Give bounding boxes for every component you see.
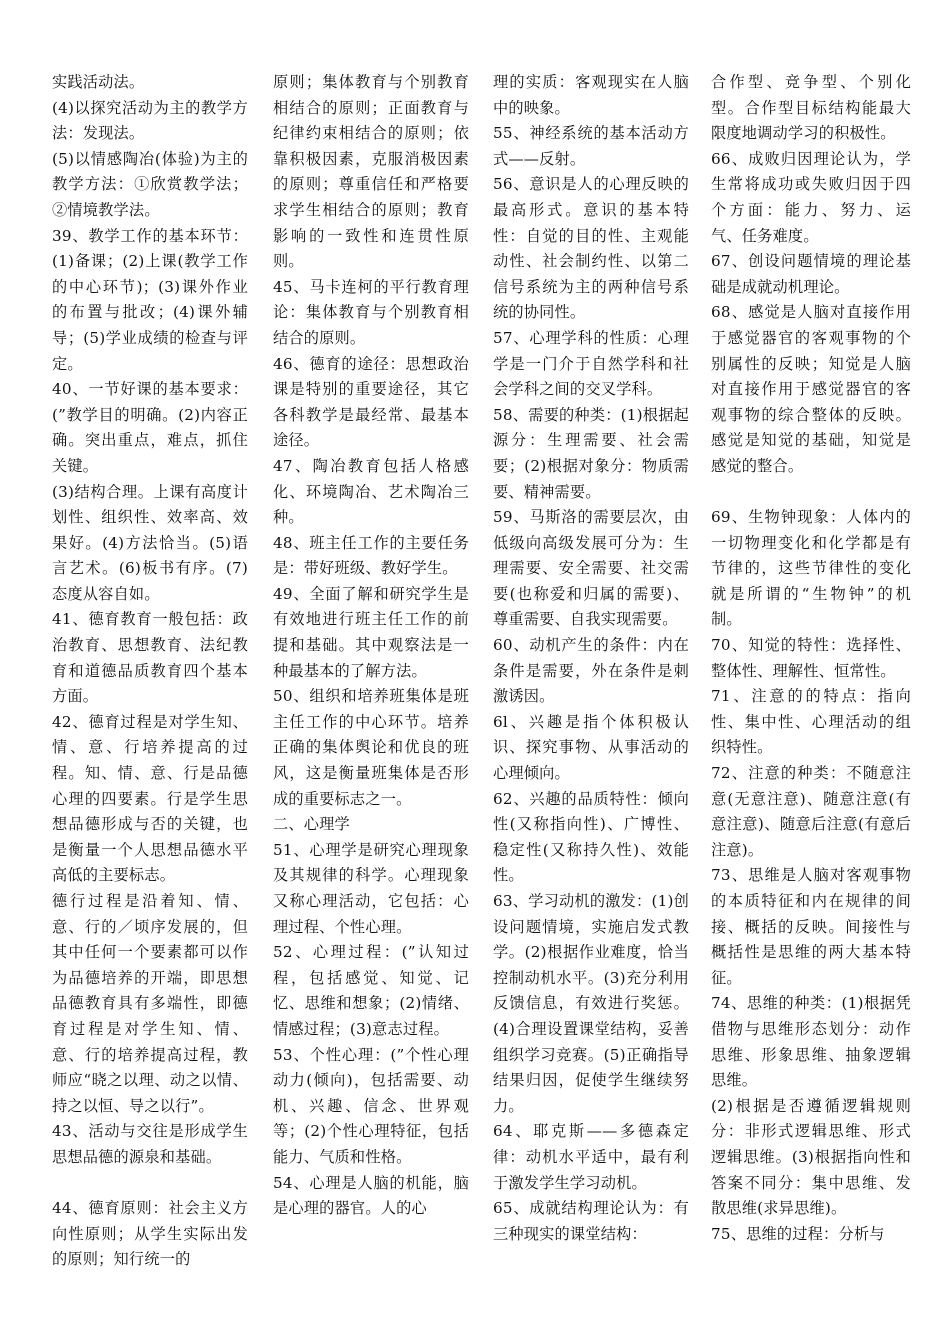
paragraph: 6l、兴趣是指个体积极认识、探究事物、从事活动的心理倾向。 xyxy=(493,712,689,783)
paragraph: 73、思维是人脑对客观事物的本质特征和内在规律的间接、概括的反映。间接性与概括性是思维的两大基本特征。 xyxy=(711,866,911,987)
paragraph: 德行过程是沿着知、情、意、行的／顷序发展的，但其中任何一个要素都可以作为品德培养的开端，即思想品德教育具有多端性，即德育过程是对学生知、情、意、行的培养提高过程，教师应“晓之以理、动之以情、持之以恒、导之以行”。 xyxy=(52,892,248,1115)
paragraph: 55、神经系统的基本活动方式——反射。 xyxy=(493,124,689,168)
blank-line xyxy=(52,1171,248,1197)
paragraph: 实践活动法。 xyxy=(52,73,145,91)
paragraph: 70、知觉的特性：选择性、整体性、理解性、恒常性。 xyxy=(711,636,911,680)
paragraph: 42、德育过程是对学生知、情、意、行培养提高的过程。知、情、意、行是品德心理的四要素。行是学生思想品德形成与否的关键，也是衡量一个人思想品德水平高低的主要标志。 xyxy=(52,712,248,885)
text-column-1 xyxy=(52,70,248,1273)
paragraph: 理的实质：客观现实在人脑中的映象。 xyxy=(493,73,689,117)
paragraph: 74、思维的种类：(1)根据凭借物与思维形态划分：动作思维、形象思维、抽象逻辑思维。 xyxy=(711,994,911,1090)
text-column-4 xyxy=(711,70,911,1247)
section-heading: 二、心理学 xyxy=(273,815,350,834)
paragraph: 62、兴趣的品质特性：倾向性(又称指向性)、广博性、稳定性(又称持久性)、效能性。 xyxy=(493,789,689,885)
paragraph: 41、德育教育一般包括：政治教育、思想教育、法纪教育和道德品质教育四个基本方面。 xyxy=(52,610,248,706)
paragraph: 68、感觉是人脑对直接作用于感觉器官的客观事物的个别属性的反映；知觉是人脑对直接作用于感觉器官的客观事物的综合整体的反映。感觉是知觉的基础，知觉是感觉的整合。 xyxy=(711,303,911,475)
paragraph: 51、心理学是研究心理现象及其规律的科学。心理现象又称心理活动，它包括：心理过程、个性心理。 xyxy=(273,840,469,936)
paragraph: (4)以探究活动为主的教学方法：发现法。 xyxy=(52,98,248,143)
paragraph: 39、教学工作的基本环节：(1)备课；(2)上课(教学工作的中心环节)；(3)课外作业的布置与批改；(4)课外辅导；(5)学业成绩的检查与评定。 xyxy=(52,226,248,373)
paragraph: 67、创设问题情境的理论基础是成就动机理论。 xyxy=(711,252,911,296)
paragraph: 43、活动与交往是形成学生思想品德的源泉和基础。 xyxy=(52,1122,248,1166)
paragraph: 72、注意的种类：不随意注意(无意注意)、随意注意(有意注意)、随意后注意(有意后注意)。 xyxy=(711,764,911,859)
paragraph: 63、学习动机的激发：(1)创设问题情境，实施启发式教学。(2)根据作业难度，恰当控制动机水平。(3)充分利用反馈信息，有效进行奖惩。(4)合理设置课堂结构，妥善组织学习竞赛。(5)正确指导结果归因，促使学生继续努力。 xyxy=(493,892,689,1115)
paragraph: 65、成就结构理论认为：有三种现实的课堂结构： xyxy=(493,1199,689,1243)
paragraph: 原则；集体教育与个别教育相结合的原则；正面教育与纪律约束相结合的原则；依靠积极因素，克服消极因素的原则；尊重信任和严格要求学生相结合的原则；教育影响的一致性和连贯性原则。 xyxy=(273,73,469,271)
paragraph: 45、马卡连柯的平行教育理论：集体教育与个别教育相结合的原则。 xyxy=(273,277,469,347)
paragraph: 50、组织和培养班集体是班主任工作的中心环节。培养正确的集体舆论和优良的班风，这是衡量班集体是否形成的重要标志之一。 xyxy=(273,687,469,808)
paragraph: 69、生物钟现象：人体内的一切物理变化和化学都是有节律的，这些节律性的变化就是所谓的“生物钟”的机制。 xyxy=(711,508,911,629)
paragraph: 64、耶克斯——多德森定律：动机水平适中，最有利于激发学生学习动机。 xyxy=(493,1122,689,1192)
paragraph: 60、动机产生的条件：内在条件是需要，外在条件是刺激诱因。 xyxy=(493,636,689,706)
paragraph: (5)以情感陶冶(体验)为主的教学方法：①欣赏教学法；②情境教学法。 xyxy=(52,149,248,219)
paragraph: 71、注意的的特点：指向性、集中性、心理活动的组织特性。 xyxy=(711,687,911,757)
paragraph: 75、思维的过程：分析与 xyxy=(711,1224,885,1243)
blank-line xyxy=(711,480,911,506)
paragraph: 47、陶冶教育包括人格感化、环境陶冶、艺术陶冶三种。 xyxy=(273,456,469,527)
paragraph: 46、德育的途径：思想政治课是特别的重要途径，其它各科教学是最经常、最基本途径。 xyxy=(273,354,469,450)
paragraph: 56、意识是人的心理反映的最高形式。意识的基本特性：自觉的目的性、主观能动性、社会制约性、以第二信号系统为主的两种信号系统的协同性。 xyxy=(493,175,689,322)
paragraph: (3)结构合理。上课有高度计划性、组织性、效率高、效果好。(4)方法恰当。(5)语言艺术。(6)板书有序。(7)态度从容自如。 xyxy=(52,482,248,603)
paragraph: 58、需要的种类：(1)根据起源分：生理需要、社会需要；(2)根据对象分：物质需要、精神需要。 xyxy=(493,405,689,501)
paragraph: 48、班主任工作的主要任务是：带好班级、教好学生。 xyxy=(273,533,469,578)
paragraph: 57、心理学科的性质：心理学是一门介于自然学科和社会学科之间的交叉学科。 xyxy=(493,328,689,399)
paragraph: 52、心理过程：(”认知过程，包括感觉、知觉、记忆、思维和想象；(2)情绪、情感过程；(3)意志过程。 xyxy=(273,943,469,1038)
paragraph: 59、马斯洛的需要层次，由低级向高级发展可分为：生理需要、安全需要、社交需要(也称爱和归属的需要)、尊重需要、自我实现需要。 xyxy=(493,508,689,629)
text-column-3 xyxy=(493,70,689,1247)
paragraph: (2)根据是否遵循逻辑规则分：非形式逻辑思维、形式逻辑思维。(3)根据指向性和答案不同分：集中思维、发散思维(求异思维)。 xyxy=(711,1096,911,1218)
paragraph: 合作型、竞争型、个别化型。合作型目标结构能最大限度地调动学习的积极性。 xyxy=(711,73,911,143)
paragraph: 40、一节好课的基本要求：(”教学目的明确。(2)内容正确。突出重点，难点，抓住关键。 xyxy=(52,380,248,475)
paragraph: 49、全面了解和研究学生是有效地进行班主任工作的前提和基础。其中观察法是一种最基本的了解方法。 xyxy=(273,584,469,680)
paragraph: 66、成败归因理论认为，学生常将成功或失败归因于四个方面：能力、努力、运气、任务难度。 xyxy=(711,149,911,245)
text-column-2 xyxy=(273,70,469,1222)
paragraph: 53、个性心理：(”个性心理动力(倾向)，包括需要、动机、兴趣、信念、世界观等；(2)个性心理特征，包括能力、气质和性格。 xyxy=(273,1045,469,1166)
paragraph: 54、心理是人脑的机能，脑是心理的器官。人的心 xyxy=(273,1173,469,1218)
paragraph: 44、德育原则：社会主义方向性原则；从学生实际出发的原则；知行统一的 xyxy=(52,1199,248,1269)
